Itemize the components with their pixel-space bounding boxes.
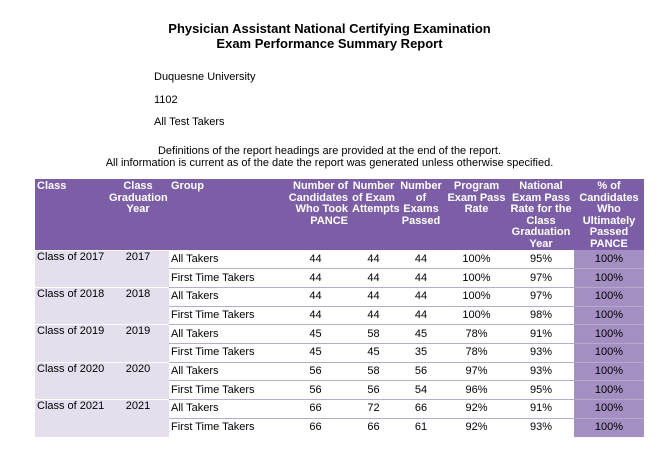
table-row — [35, 362, 644, 381]
year-cell: 2020 — [107, 362, 169, 399]
program-rate-cell: 100% — [445, 287, 508, 306]
national-rate-cell: 95% — [529, 252, 553, 265]
performance-table — [35, 179, 644, 437]
group-cell: All Takers — [169, 400, 281, 419]
attempts-cell: 58 — [350, 362, 397, 381]
candidates-cell: 66 — [281, 400, 350, 419]
attempts-cell: 44 — [367, 252, 380, 265]
program-rate-cell: 100% — [462, 252, 491, 265]
passed-cell: 44 — [397, 306, 445, 325]
header-national-rate: National Exam Pass Rate for the Class Graduation Year — [508, 179, 574, 250]
program-rate-cell: 96% — [445, 381, 508, 400]
ultimate-pass-cell: 100% — [574, 287, 644, 306]
program-number-value: 1102 — [154, 94, 178, 106]
national-rate-cell: 97% — [508, 287, 574, 306]
table-row — [35, 325, 644, 344]
passed-cell: 56 — [397, 362, 445, 381]
program-rate-cell: 97% — [445, 362, 508, 381]
candidates-cell: 44 — [281, 287, 350, 306]
attempts-cell: 44 — [350, 287, 397, 306]
ultimate-pass-cell: 100% — [574, 325, 644, 344]
passed-cell: 44 — [414, 252, 428, 265]
table-row — [35, 250, 644, 269]
program-name-value: Duquesne University — [154, 71, 256, 83]
ultimate-pass-cell: 100% — [574, 250, 644, 269]
ultimate-pass-cell: 100% — [574, 381, 644, 400]
passed-cell: 66 — [397, 400, 445, 419]
group-cell: All Takers — [169, 287, 281, 306]
attempts-cell: 45 — [350, 343, 397, 362]
ultimate-pass-cell: 100% — [574, 418, 644, 437]
program-rate-cell: 100% — [445, 306, 508, 325]
passed-cell: 45 — [397, 325, 445, 344]
ultimate-pass-cell: 100% — [574, 362, 644, 381]
currency-note: All information is current as of the date the report was generated unless otherwise specified. — [105, 157, 554, 169]
national-rate-cell: 93% — [508, 343, 574, 362]
program-rate-cell: 92% — [445, 400, 508, 419]
program-rate-cell: 78% — [445, 325, 508, 344]
report-title: Physician Assistant National Certifying Examination — [168, 21, 491, 36]
table-row — [35, 287, 644, 306]
candidates-cell: 44 — [309, 252, 322, 265]
group-cell: All Takers — [171, 252, 219, 265]
table-header-row — [35, 179, 644, 250]
national-rate-cell: 95% — [508, 381, 574, 400]
year-cell: 2021 — [107, 400, 169, 437]
national-rate-cell: 91% — [508, 400, 574, 419]
national-rate-cell: 97% — [508, 269, 574, 288]
passed-cell: 44 — [397, 287, 445, 306]
national-rate-cell: 98% — [508, 306, 574, 325]
group-cell: First Time Takers — [169, 381, 281, 400]
year-cell: 2017 — [107, 250, 169, 287]
class-cell: Class of 2017 — [35, 250, 107, 287]
attempts-cell: 72 — [350, 400, 397, 419]
candidates-cell: 56 — [281, 381, 350, 400]
definitions-note: Definitions of the report headings are provided at the end of the report. — [157, 145, 502, 157]
attempts-cell: 56 — [350, 381, 397, 400]
ultimate-pass-cell: 100% — [574, 306, 644, 325]
class-cell: Class of 2020 — [35, 362, 107, 399]
year-cell: 2019 — [107, 325, 169, 362]
candidates-cell: 44 — [281, 269, 350, 288]
group-cell: All Takers — [169, 325, 281, 344]
group-cell: All Takers — [169, 362, 281, 381]
attempts-cell: 58 — [350, 325, 397, 344]
ultimate-pass-cell: 100% — [574, 269, 644, 288]
candidates-cell: 56 — [281, 362, 350, 381]
group-cell: First Time Takers — [169, 269, 281, 288]
attempts-cell: 44 — [350, 269, 397, 288]
report-subtitle: Exam Performance Summary Report — [216, 36, 443, 51]
header-candidates: Number of Candidates Who Took PANCE — [281, 179, 350, 250]
national-rate-cell: 93% — [508, 418, 574, 437]
candidates-cell: 44 — [281, 306, 350, 325]
table-row — [35, 400, 644, 419]
national-rate-cell: 91% — [508, 325, 574, 344]
candidates-cell: 45 — [281, 343, 350, 362]
class-cell: Class of 2018 — [35, 287, 107, 324]
group-cell: First Time Takers — [169, 343, 281, 362]
program-rate-cell: 78% — [445, 343, 508, 362]
passed-cell: 35 — [397, 343, 445, 362]
header-group: Group — [169, 179, 281, 250]
passed-cell: 44 — [397, 269, 445, 288]
attempts-cell: 44 — [350, 306, 397, 325]
header-passed: Number of Exams Passed — [397, 179, 445, 250]
passed-cell: 61 — [397, 418, 445, 437]
passed-cell: 54 — [397, 381, 445, 400]
header-program-rate: Program Exam Pass Rate — [445, 179, 508, 250]
group-cell: First Time Takers — [169, 306, 281, 325]
header-ultimate-pass: % of Candidates Who Ultimately Passed PANCE — [574, 179, 644, 250]
attempts-cell: 66 — [350, 418, 397, 437]
year-cell: 2018 — [107, 287, 169, 324]
header-attempts: Number of Exam Attempts — [350, 179, 397, 250]
ultimate-pass-cell: 100% — [574, 343, 644, 362]
header-class: Class — [35, 179, 107, 250]
group-cell: First Time Takers — [169, 418, 281, 437]
test-taker-status-value: All Test Takers — [154, 116, 225, 128]
candidates-cell: 45 — [281, 325, 350, 344]
class-cell: Class of 2019 — [35, 325, 107, 362]
candidates-cell: 66 — [281, 418, 350, 437]
program-rate-cell: 92% — [445, 418, 508, 437]
class-cell: Class of 2021 — [35, 400, 107, 437]
program-rate-cell: 100% — [445, 269, 508, 288]
national-rate-cell: 93% — [508, 362, 574, 381]
header-graduation-year: Class Graduation Year — [107, 179, 169, 250]
ultimate-pass-cell: 100% — [574, 400, 644, 419]
